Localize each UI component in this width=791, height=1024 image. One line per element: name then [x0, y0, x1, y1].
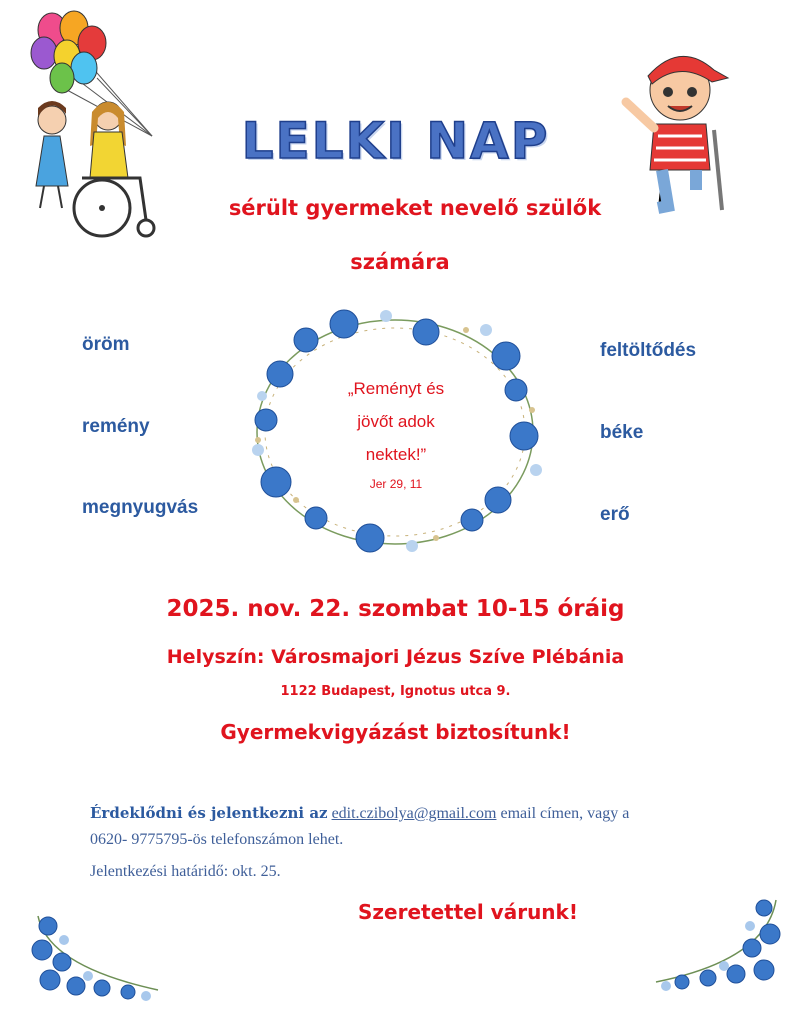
quote-line-2: jövőt adok [357, 412, 435, 431]
right-word-2: béke [600, 422, 644, 443]
contact-paragraph [90, 800, 730, 853]
contact-lead: Érdeklődni és jelentkezni az [90, 804, 328, 822]
quote-reference: Jer 29, 11 [369, 477, 423, 491]
contact-phone-line: 0620- 9775795-ös telefonszámon lehet. [90, 831, 344, 848]
deadline-text: Jelentkezési határidő: okt. 25. [90, 863, 281, 880]
childcare-note: Gyermekvigyázást biztosítunk! [220, 720, 571, 744]
closing-text: Szeretettel várunk! [358, 900, 578, 924]
flower-corner-right-icon [646, 890, 786, 1002]
event-place: Helyszín: Városmajori Jézus Szíve Plébánia [166, 646, 625, 668]
right-word-1: feltöltődés [600, 340, 697, 361]
subtitle-line-1: sérült gyermeket nevelő szülők [228, 196, 602, 220]
subtitle-line-2: számára [350, 250, 450, 274]
left-word-2: remény [82, 416, 150, 437]
event-address: 1122 Budapest, Ignotus utca 9. [280, 684, 511, 699]
quote-line-3: nektek!” [365, 445, 427, 464]
flower-corner-left-icon [28, 906, 168, 1006]
contact-email-link[interactable]: edit.czibolya@gmail.com [331, 805, 497, 822]
quote-block [326, 372, 466, 497]
right-word-3: erő [600, 504, 630, 525]
event-date: 2025. nov. 22. szombat 10-15 óráig [166, 596, 625, 622]
left-word-3: megnyugvás [82, 497, 199, 518]
page-title: LELKI NAP [241, 112, 550, 170]
contact-after-email: email címen, vagy a [496, 805, 630, 822]
left-word-1: öröm [82, 334, 130, 355]
quote-line-1: „Reményt és [347, 379, 445, 398]
